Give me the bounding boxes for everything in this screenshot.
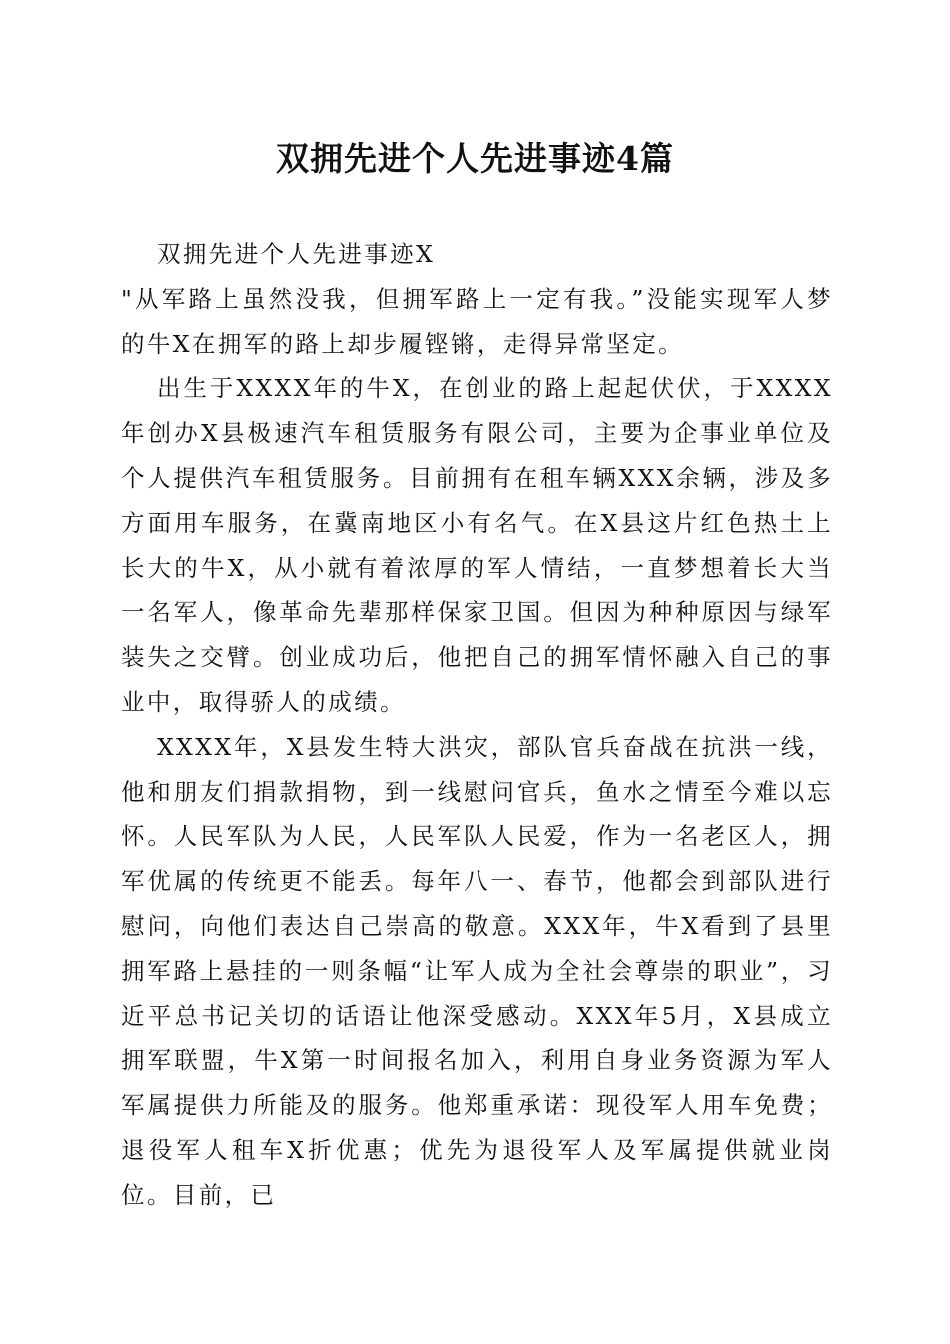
paragraph-background: 出生于XXXX年的牛X，在创业的路上起起伏伏，于XXXX年创办X县极速汽车租赁服务有限公司，主要为企事业单位及个人提供汽车租赁服务。目前拥有在租车辆XXX余辆，涉及多方面用车服务，在冀南地区小有名气。在X县这片红色热土上长大的牛X，从小就有着浓厚的军人情结，一直梦想着长大当一名军人，像革命先辈那样保家卫国。但因为种种原因与绿军装失之交臂。创业成功后，他把自己的拥军情怀融入自己的事业中，取得骄人的成绩。 (121, 374, 833, 716)
paragraph-quote: "从军路上虽然没我，但拥军路上一定有我。”没能实现军人梦的牛X在拥军的路上却步履铿锵，走得异常坚定。 (121, 284, 833, 358)
document-body (121, 232, 833, 1218)
document-title: 双拥先进个人先进事迹4篇 (276, 139, 674, 178)
paragraph-subtitle: 双拥先进个人先进事迹X (157, 240, 436, 268)
paragraph-support-army: XXXX年，X县发生特大洪灾，部队官兵奋战在抗洪一线，他和朋友们捐款捐物，到一线慰问官兵，鱼水之情至今难以忘怀。人民军队为人民，人民军队人民爱，作为一名老区人，拥军优属的传统更不能丢。每年八一、春节，他都会到部队进行慰问，向他们表达自己崇高的敬意。XXX年，牛X看到了县里拥军路上悬挂的一则条幅“让军人成为全社会尊崇的职业”，习近平总书记关切的话语让他深受感动。XXX年5月，X县成立拥军联盟，牛X第一时间报名加入，利用自身业务资源为军人军属提供力所能及的服务。他郑重承诺：现役军人用车免费；退役军人租车X折优惠；优先为退役军人及军属提供就业岗位。目前，已 (121, 732, 833, 1209)
